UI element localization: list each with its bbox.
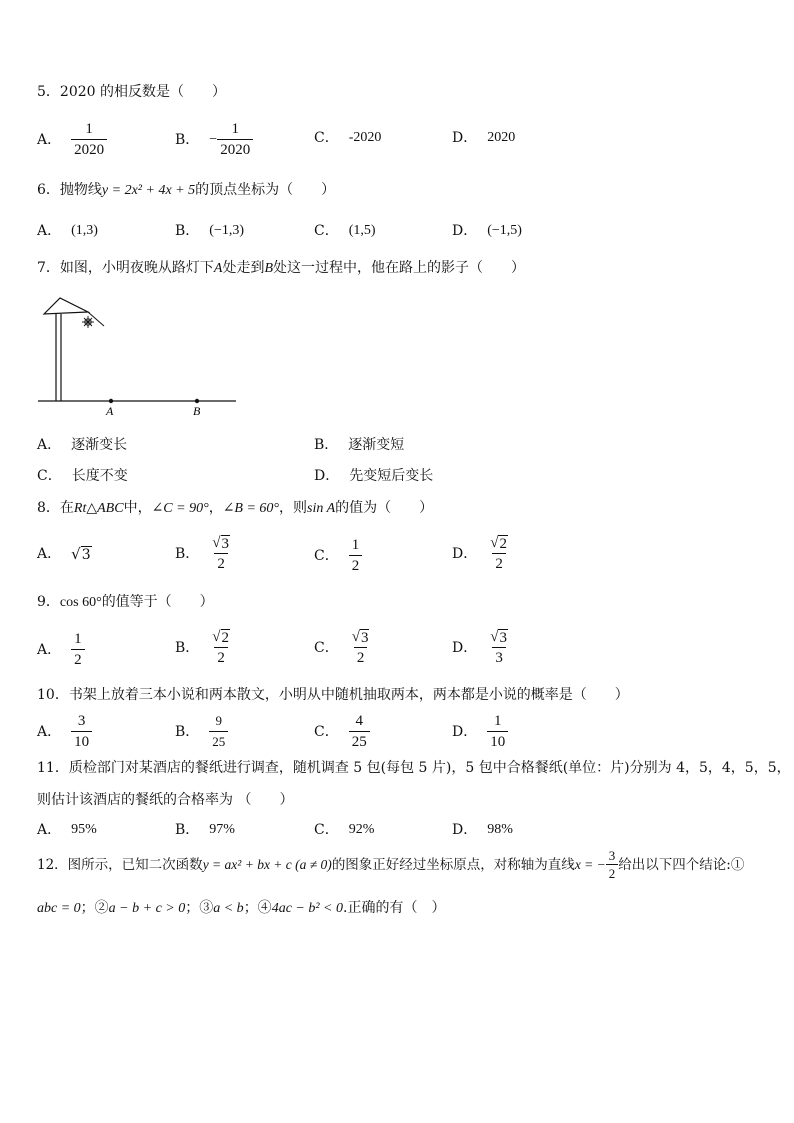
option-value: -2020 — [348, 130, 382, 145]
q8-option-d[interactable] — [452, 534, 511, 573]
axis-expression: x = − — [574, 856, 606, 872]
q7-option-c[interactable] — [37, 467, 128, 485]
q7-option-a[interactable] — [37, 436, 127, 454]
option-value: 95% — [71, 822, 97, 837]
q10-option-d[interactable] — [452, 712, 508, 751]
q10-option-a[interactable] — [37, 712, 92, 751]
q7-stem: 7．如图，小明夜晚从路灯下A处走到B处这一过程中，他在路上的影子（ ） — [37, 260, 526, 276]
q9-option-b[interactable] — [175, 628, 233, 667]
option-label: D． — [452, 130, 478, 146]
option-value: 长度不变 — [71, 468, 128, 484]
q11-option-d[interactable] — [452, 821, 513, 839]
fraction: √ 2 2 — [490, 535, 507, 572]
option-label: D． — [314, 468, 340, 484]
option-label: D． — [452, 223, 478, 239]
option-label: C． — [314, 547, 339, 564]
option-value: 逐渐变短 — [348, 437, 405, 453]
option-label: C． — [314, 639, 339, 656]
option-label: B． — [175, 545, 200, 562]
q10-option-c[interactable] — [314, 712, 370, 751]
q5-option-d[interactable] — [452, 129, 515, 147]
option-value: 92% — [348, 822, 375, 837]
option-label: B． — [175, 639, 200, 656]
option-label: D． — [452, 639, 478, 656]
q7-option-b[interactable] — [314, 436, 404, 454]
option-label: A． — [37, 131, 62, 148]
q10-stem: 10．书架上放着三本小说和两本散文，小明从中随机抽取两本，两本都是小说的概率是（ ） — [37, 687, 629, 703]
math-expression: cos 60° — [59, 595, 102, 610]
q6-option-d[interactable] — [452, 222, 522, 240]
q5-option-b[interactable] — [175, 120, 253, 159]
q6-stem: 6．抛物线y = 2x² + 4x + 5的顶点坐标为（ ） — [37, 182, 336, 198]
fraction: $\frac{1}{2}$ — [71, 630, 85, 669]
fraction: $\frac{1}{10}$ — [487, 712, 508, 751]
q5-option-a[interactable] — [37, 120, 107, 159]
q9-option-a[interactable] — [37, 630, 85, 669]
minus-sign: − — [209, 131, 218, 147]
option-value: (−1,3) — [209, 223, 245, 238]
q12-stem-line1: 12．图所示，已知二次函数 y = ax² + bx + c (a ≠ 0) 的图象正好经过坐标原点，对称轴为直线 x = − $\frac{3}{2}$ 给出以下四个结论:① — [37, 848, 745, 881]
q11-stem-line1: 11．质检部门对某酒店的餐纸进行调查，随机调查 5 包(每包 5 片)，5 包中合格餐纸(单位：片)分别为 4，5，4，5，5， — [37, 760, 791, 776]
option-label: A． — [37, 723, 62, 740]
option-value: (1,3) — [71, 223, 98, 238]
math-expression: y = ax² + bx + c (a ≠ 0) — [202, 856, 332, 872]
fraction: √ 3 3 — [490, 629, 507, 666]
fraction: $\frac{3}{2}$ — [606, 848, 619, 881]
option-value: 2020 — [487, 130, 516, 145]
option-value: 先变短后变长 — [349, 468, 434, 484]
q9-option-d[interactable] — [452, 628, 511, 667]
q11-stem-line2: 则估计该酒店的餐纸的合格率为 （ ） — [37, 792, 294, 808]
lamp-hood — [44, 298, 88, 314]
q11-option-a[interactable] — [37, 821, 97, 839]
streetlamp-figure — [30, 292, 250, 422]
option-value: (1,5) — [348, 223, 376, 238]
q11-option-b[interactable] — [175, 821, 235, 839]
option-label: B． — [175, 723, 200, 740]
label-a: A — [106, 404, 114, 418]
fraction: $\frac{4}{25}$ — [349, 712, 370, 751]
q9-stem: 9．cos 60°的值等于（ ） — [37, 594, 214, 610]
fraction: $\frac{1}{2020}$ — [217, 120, 253, 159]
option-value: 98% — [487, 822, 513, 837]
option-label: A． — [37, 223, 62, 239]
q8-stem: 8．在Rt△ABC中，∠C = 90°，∠B = 60°，则sin A的值为（ ） — [37, 500, 434, 516]
option-label: A． — [37, 641, 62, 658]
square-root: √ 3 — [71, 545, 91, 563]
math-expression: y = 2x² + 4x + 5 — [101, 183, 196, 198]
option-label: A． — [37, 437, 62, 453]
option-label: C． — [314, 723, 339, 740]
label-b: B — [193, 404, 201, 418]
fraction: $\frac{3}{10}$ — [71, 712, 92, 751]
option-label: B． — [314, 437, 339, 453]
fraction: $\frac{1}{2020}$ — [71, 120, 107, 159]
q7-option-d[interactable] — [314, 467, 433, 485]
option-label: A． — [37, 822, 62, 838]
q12-stem-line2: abc = 0；②a − b + c > 0；③a < b；④4ac − b² < 0.正确的有（ ） — [37, 900, 446, 916]
q5-option-c[interactable] — [314, 129, 381, 147]
option-label: D． — [452, 723, 478, 740]
q9-option-c[interactable] — [314, 628, 372, 667]
q11-option-c[interactable] — [314, 821, 374, 839]
q5-stem: 5．2020 的相反数是（ ） — [37, 84, 226, 100]
option-label: B． — [175, 223, 200, 239]
fraction: √ 3 2 — [212, 535, 230, 572]
q10-option-b[interactable] — [175, 712, 228, 751]
option-label: C． — [314, 223, 339, 239]
q8-option-c[interactable] — [314, 536, 362, 575]
option-label: C． — [314, 822, 339, 838]
fraction: √ 3 2 — [351, 629, 369, 666]
q6-option-a[interactable] — [37, 222, 98, 240]
option-label: C． — [37, 468, 62, 484]
option-label: B． — [175, 131, 200, 148]
q8-option-a[interactable] — [37, 545, 92, 563]
option-label: D． — [452, 545, 478, 562]
fraction: √ 2 2 — [212, 629, 230, 666]
point-a — [109, 399, 113, 403]
point-b — [195, 399, 199, 403]
lamp-light-icon — [82, 316, 94, 328]
option-value: (−1,5) — [487, 223, 522, 238]
option-label: B． — [175, 822, 200, 838]
option-value: 97% — [209, 822, 235, 837]
option-value: 逐渐变长 — [71, 437, 128, 453]
fraction: $\frac{1}{2}$ — [349, 536, 363, 575]
q6-option-b[interactable] — [175, 222, 244, 240]
option-label: D． — [452, 822, 478, 838]
option-label: C． — [314, 130, 339, 146]
option-label: A． — [37, 546, 62, 562]
q6-option-c[interactable] — [314, 222, 376, 240]
q8-option-b[interactable] — [175, 534, 233, 573]
fraction: $\frac{9}{25}$ — [209, 712, 228, 751]
